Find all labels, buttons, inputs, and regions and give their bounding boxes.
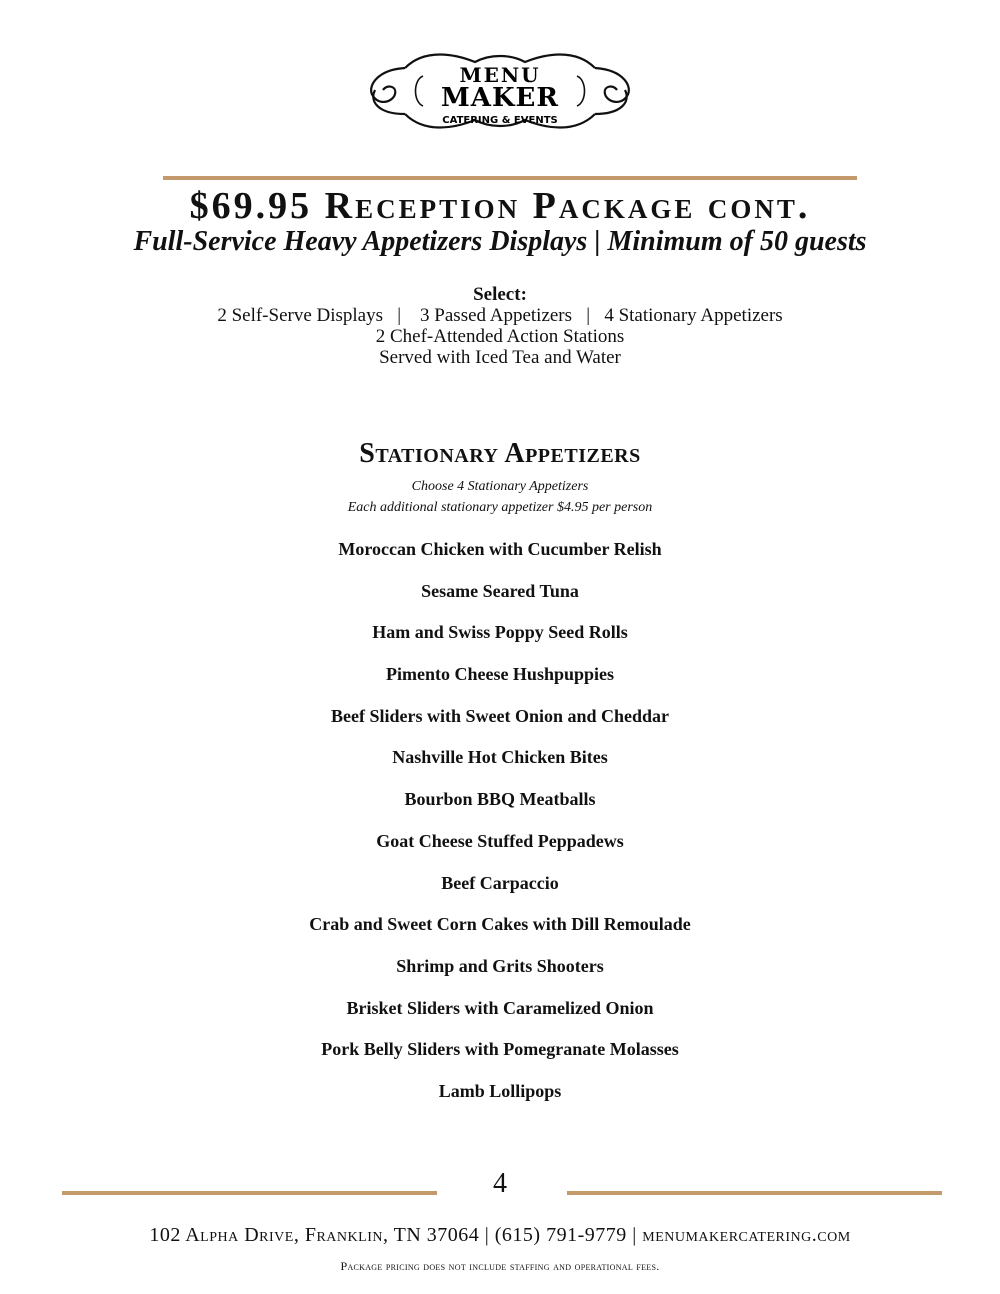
select-line: 2 Self-Serve Displays | 3 Passed Appetizers | 4 Stationary Appetizers [217,305,783,326]
menu-maker-logo [365,40,635,140]
list-item: Nashville Hot Chicken Bites [392,747,608,768]
list-item: Brisket Sliders with Caramelized Onion [346,997,654,1018]
header-divider [163,176,857,180]
list-item: Pork Belly Sliders with Pomegranate Molasses [321,1039,679,1060]
list-item: Shrimp and Grits Shooters [396,955,604,976]
section-note [0,476,1000,518]
logo-line3: CATERING & EVENTS [442,115,558,126]
appetizer-list [0,537,1000,1121]
list-item: Sesame Seared Tuna [421,580,579,601]
footer-divider-right [567,1191,942,1195]
list-item: Beef Sliders with Sweet Onion and Cheddar [330,705,670,726]
list-item: Ham and Swiss Poppy Seed Rolls [372,622,628,643]
select-block [0,284,1000,368]
footer-disclaimer: Package pricing does not include staffing and operational fees. [340,1259,660,1273]
list-item: Lamb Lollipops [438,1080,562,1101]
footer-address: 102 Alpha Drive, Franklin, TN 37064 | (615) 791-9779 | menumakercatering.com [149,1224,851,1246]
logo-line1: MENU [459,63,541,87]
list-item: Goat Cheese Stuffed Peppadews [376,830,624,851]
page-title: $69.95 Reception Package cont. [189,185,811,227]
select-line: Served with Iced Tea and Water [379,347,621,368]
section-note-line: Choose 4 Stationary Appetizers [411,479,589,494]
list-item: Pimento Cheese Hushpuppies [385,664,615,685]
list-item: Crab and Sweet Corn Cakes with Dill Remoulade [309,914,691,935]
list-item: Moroccan Chicken with Cucumber Relish [338,539,662,559]
page-number: 4 [493,1168,507,1199]
list-item: Beef Carpaccio [441,872,559,893]
section-note-line: Each additional stationary appetizer $4.95 per person [347,500,653,515]
page-subtitle: Full-Service Heavy Appetizers Displays | Minimum of 50 guests [133,226,867,257]
logo-line2: MAKER [441,83,559,113]
select-label: Select: [473,284,527,305]
select-line: 2 Chef-Attended Action Stations [375,326,625,347]
section-title: Stationary Appetizers [359,438,641,469]
list-item: Bourbon BBQ Meatballs [404,789,596,810]
